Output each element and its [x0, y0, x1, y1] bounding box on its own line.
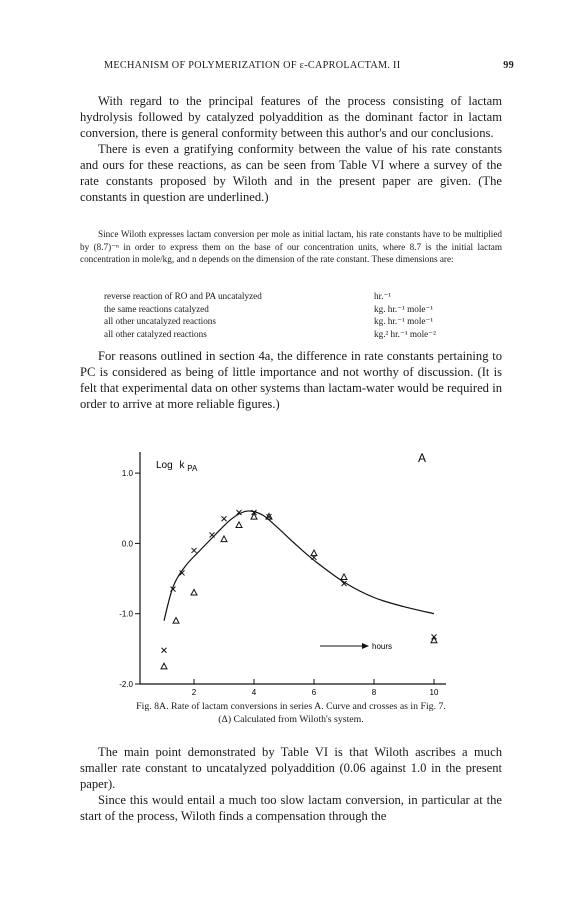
dimension-row [104, 290, 504, 303]
dimension-list [104, 290, 504, 340]
note-text: Since Wiloth expresses lactam conversion per mole as initial lactam, his rate constants have to be multiplied by (8.7)⁻ⁿ in order to express them on the base of our concentration units, where 8.7 is the initial lactam concentration in mole/kg, and n depends on the dimension of the rate constant. These dimensions are: [80, 229, 502, 264]
triangle-marker [341, 574, 347, 580]
page-number: 99 [503, 60, 514, 71]
triangle-marker [236, 522, 242, 528]
running-header [104, 60, 514, 71]
figure-caption [80, 700, 502, 726]
caption-line: Fig. 8A. Rate of lactam conversions in series A. Curve and crosses as in Fig. 7. [136, 701, 446, 712]
fitted-curve [164, 511, 434, 621]
dimension-unit: hr.⁻¹ [374, 291, 392, 301]
y-tick-label: 0.0 [121, 539, 133, 549]
y-tick-label: -1.0 [119, 609, 133, 619]
dimension-label: reverse reaction of RO and PA uncatalyzed [104, 291, 262, 301]
dimension-row [104, 328, 504, 341]
dimension-label: all other uncatalyzed reactions [104, 316, 216, 326]
y-axis-label-text: Log [156, 460, 173, 471]
paragraph: The main point demonstrated by Table VI is that Wiloth ascribes a much smaller rate constant to uncatalyzed polyaddition (0.06 against 1.0 in the present paper). [80, 745, 502, 791]
chart-curve [164, 511, 434, 621]
y-axis-label [156, 460, 198, 473]
triangle-marker [191, 589, 197, 595]
chart-marks [161, 510, 437, 669]
dimension-unit: kg.² hr.⁻¹ mole⁻² [374, 328, 436, 339]
arrow-label: hours [372, 642, 393, 651]
cross-marker [210, 532, 215, 537]
running-title: MECHANISM OF POLYMERIZATION OF ε-CAPROLACTAM. II [104, 60, 401, 71]
time-arrow [320, 643, 369, 649]
y-tick-label: -2.0 [119, 680, 133, 689]
dimension-row [104, 303, 504, 316]
cross-marker [192, 548, 197, 553]
panel-label: A [418, 451, 427, 465]
dimension-label: all other catalyzed reactions [104, 328, 207, 339]
chart-axes [119, 452, 446, 695]
y-axis-label-subscript: PA [187, 464, 198, 473]
paragraph: For reasons outlined in section 4a, the difference in rate constants pertaining to PC is considered as being of little importance and not worthy of discussion. (It is felt that experimental data on other systems than lactam-water would be required in order to arrive at more reliable figures.) [80, 349, 502, 411]
dimension-unit: kg. hr.⁻¹ mole⁻¹ [374, 303, 434, 314]
triangle-marker [161, 663, 167, 669]
caption-line: (Δ) Calculated from Wiloth's system. [218, 714, 364, 725]
middle-paragraph [80, 348, 502, 412]
x-tick-label: 10 [429, 688, 439, 695]
figure-8a-chart [100, 440, 500, 695]
cross-marker [222, 516, 227, 521]
dimension-row [104, 315, 504, 328]
triangle-marker [221, 536, 227, 542]
dimension-label: the same reactions catalyzed [104, 303, 209, 314]
paragraph: Since this would entail a much too slow lactam conversion, in particular at the start of the process, Wiloth finds a compensation through the [80, 793, 502, 823]
dimension-unit: kg. hr.⁻¹ mole⁻¹ [374, 316, 434, 326]
x-tick-label: 8 [371, 688, 377, 695]
triangle-marker [431, 637, 437, 643]
x-tick-label: 4 [251, 688, 257, 695]
y-tick-label: 1.0 [121, 469, 133, 479]
cross-marker [162, 648, 167, 653]
x-tick-label: 2 [191, 688, 197, 695]
paragraph: There is even a gratifying conformity between the value of his rate constants and ours for these reactions, as can be seen from Table VI where a survey of the rate constants proposed by Wiloth and in the present paper are given. (The constants in question are underlined.) [80, 142, 502, 204]
closing-paragraphs [80, 744, 502, 824]
intro-paragraphs [80, 93, 502, 205]
triangle-marker [311, 550, 317, 556]
paragraph: With regard to the principal features of the process consisting of lactam hydrolysis followed by catalyzed polyaddition as the dominant factor in lactam conversion, there is general conformity between this author's and our conclusions. [80, 94, 502, 140]
y-axis-label-symbol: k [179, 460, 185, 471]
x-tick-label: 6 [311, 688, 317, 695]
footnote-paragraph [80, 228, 502, 266]
triangle-marker [173, 618, 179, 624]
